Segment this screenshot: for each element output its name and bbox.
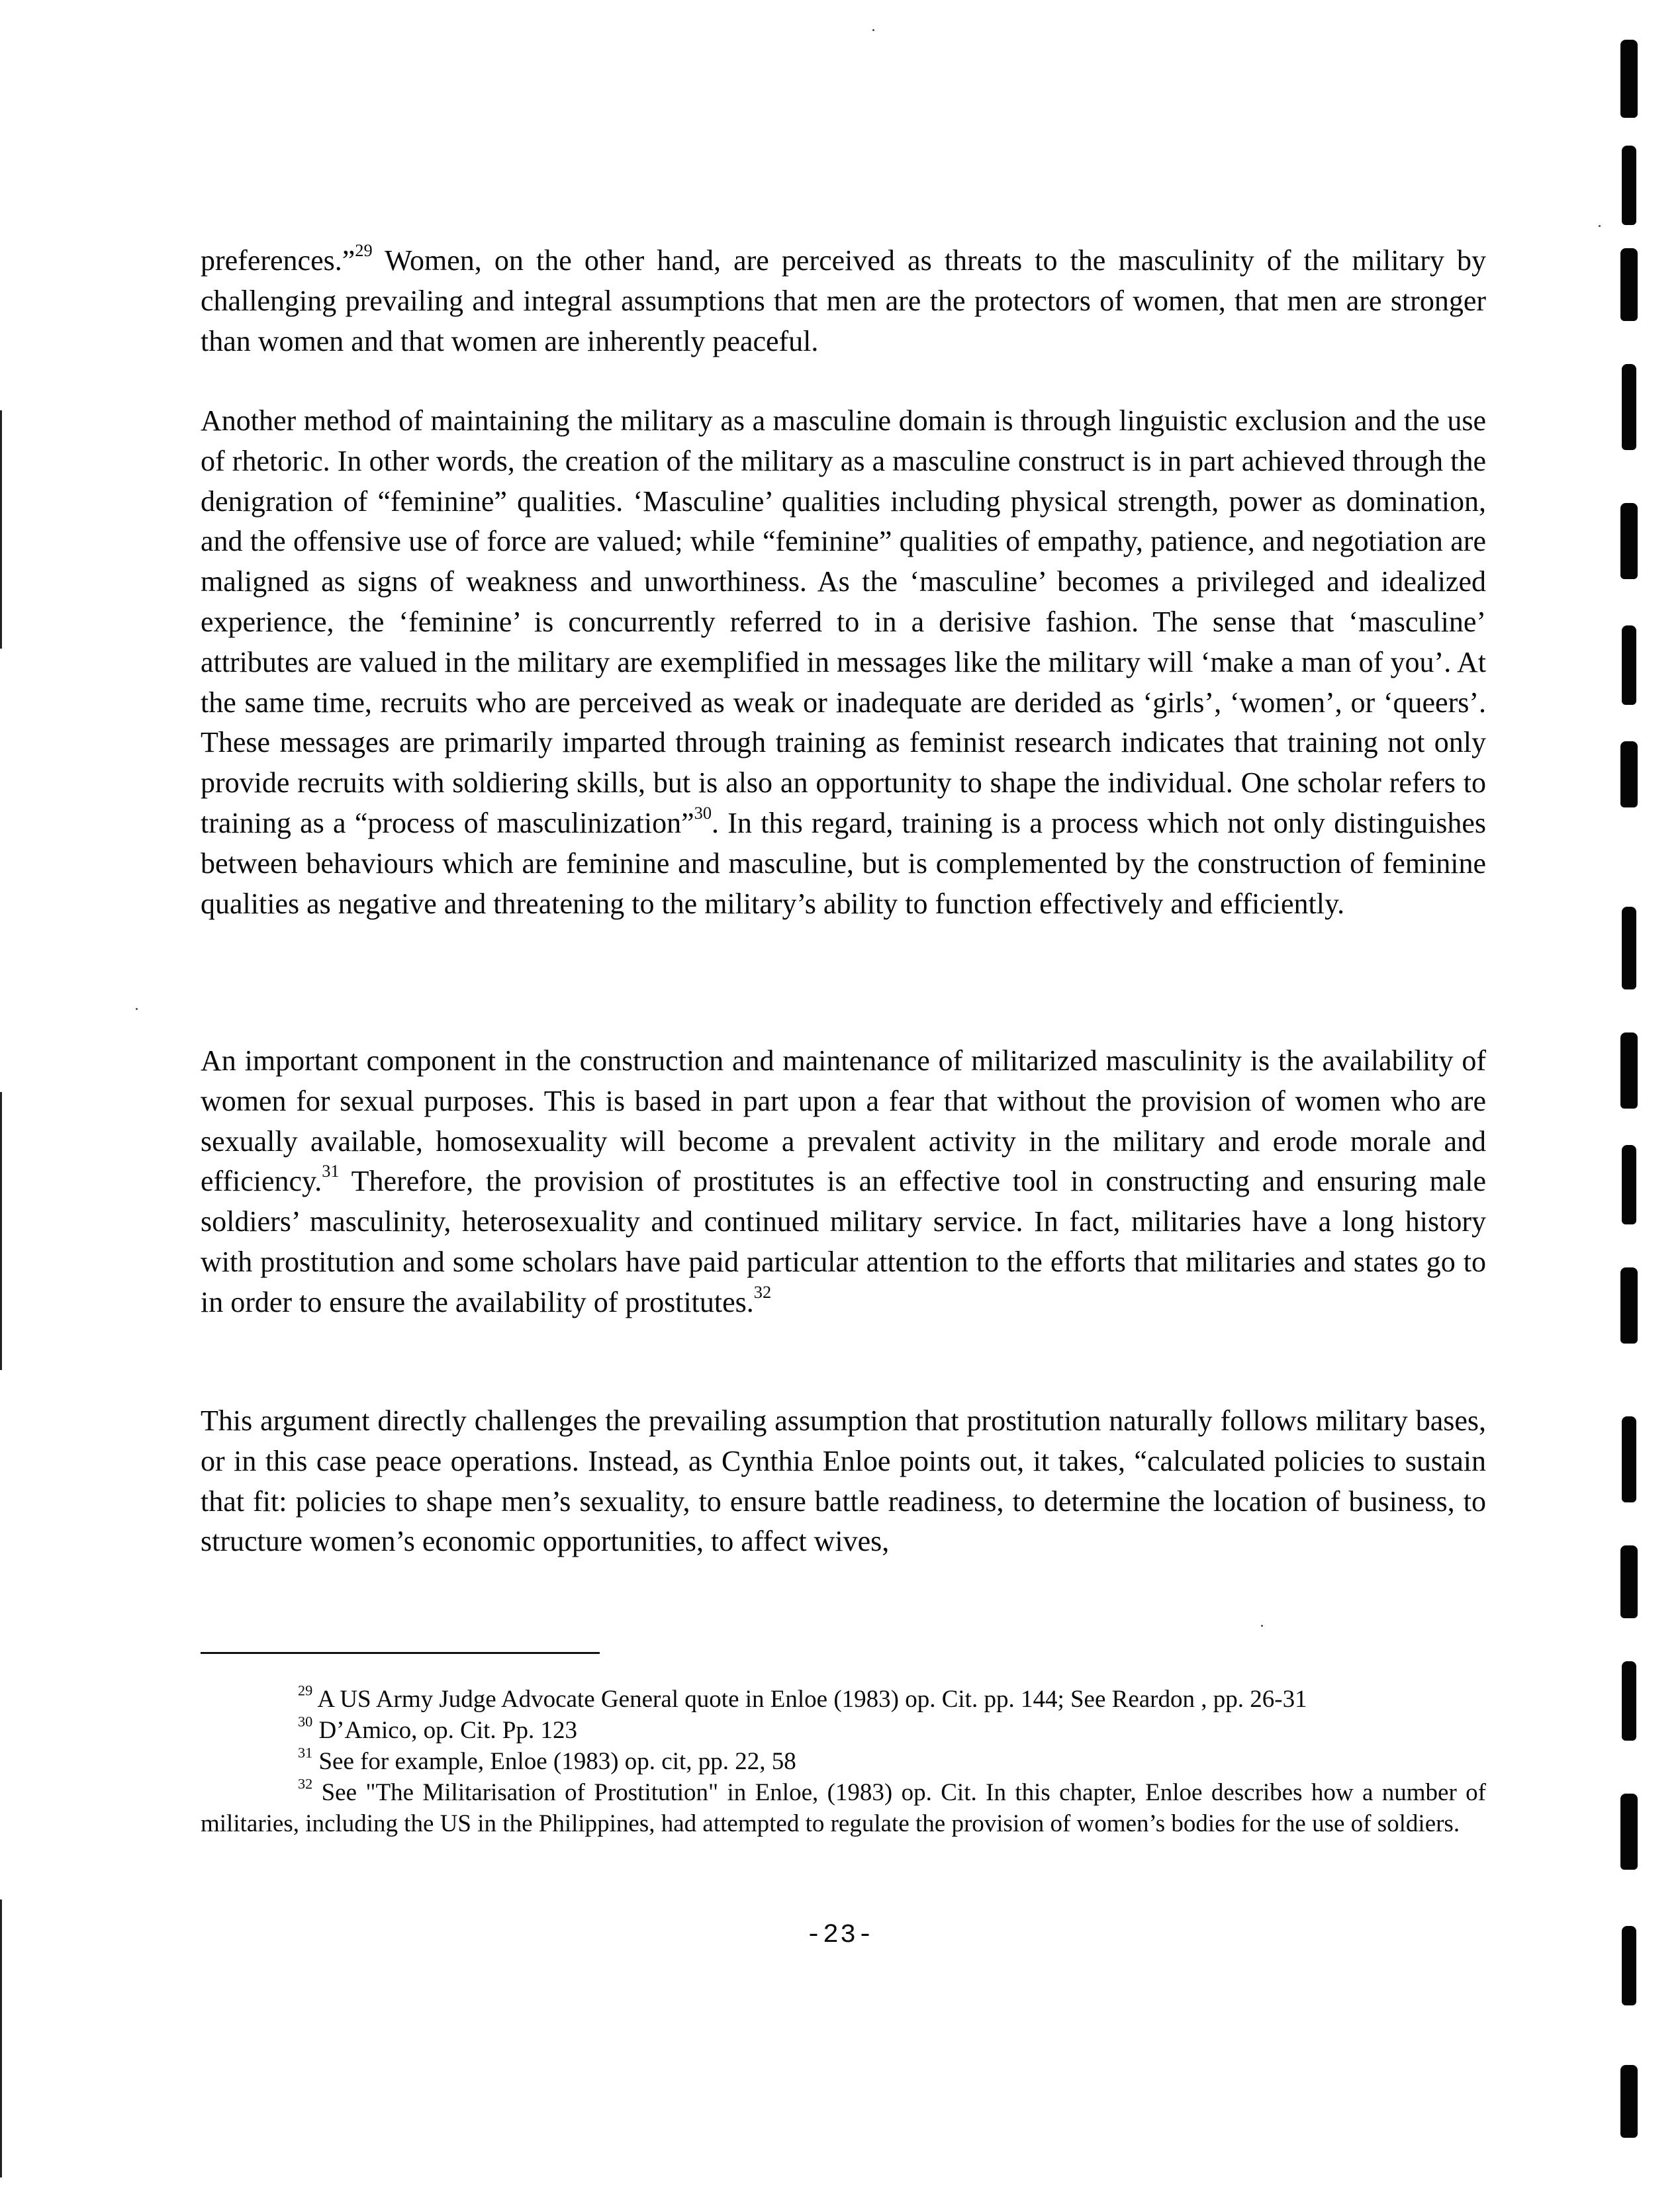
binding-mark bbox=[1620, 503, 1638, 579]
footnotes-section bbox=[201, 1684, 1486, 1839]
binding-mark bbox=[1622, 1145, 1636, 1224]
binding-mark bbox=[1620, 741, 1638, 807]
paragraph-text: Women, on the other hand, are perceived as threats to the masculinity of the military by challenging prevailing and integral assumptions that men are the protectors of women, that men are stronger than women and that women are inherently peaceful. bbox=[201, 244, 1486, 357]
body-paragraph-2 bbox=[201, 401, 1486, 924]
left-edge-artifact bbox=[0, 1092, 2, 1370]
page-number: -23- bbox=[805, 1921, 874, 1950]
footnote-text: See for example, Enloe (1983) op. cit, pp. 22, 58 bbox=[312, 1748, 796, 1775]
scan-speck bbox=[1599, 225, 1601, 227]
footnote-reference: 32 bbox=[753, 1281, 772, 1302]
paragraph-text: Another method of maintaining the military as a masculine domain is through linguistic exclusion and the use of rhetoric. In other words, the creation of the military as a masculine construct is in part achieved through the denigration of “feminine” qualities. ‘Masculine’ qualities including physical strength, power as domination, and the offensive use of force are valued; while “feminine” qualities of empathy, patience, and negotiation are maligned as signs of weakness and unworthiness. As the ‘masculine’ becomes a privileged and idealized experience, the ‘feminine’ is concurrently referred to in a derisive fashion. The sense that ‘masculine’ attributes are valued in the military are exemplified in messages like the military will ‘make a man of you’. At the same time, recruits who are perceived as weak or inadequate are derided as ‘girls’, ‘women’, or ‘queers’. These messages are primarily imparted through training as feminist research indicates that training not only provide recruits with soldiering skills, but is also an opportunity to shape the individual. One scholar refers to training as a “process of masculinization” bbox=[201, 404, 1486, 839]
paragraph-text: preferences.” bbox=[201, 244, 355, 277]
binding-marks bbox=[1611, 26, 1664, 2184]
footnote-30 bbox=[201, 1715, 1486, 1746]
binding-mark bbox=[1620, 1545, 1638, 1618]
footnote-text: See "The Militarisation of Prostitution" in Enloe, (1983) op. Cit. In this chapter, Enloe describes how a number of militaries, including the US in the Philippines, had attempted to regulate the provision of women’s bodies for the use of soldiers. bbox=[201, 1779, 1486, 1837]
footnote-32 bbox=[201, 1777, 1486, 1839]
footnote-reference: 29 bbox=[355, 240, 373, 260]
scan-speck bbox=[1261, 1625, 1263, 1627]
binding-mark bbox=[1622, 907, 1636, 989]
left-edge-artifact bbox=[0, 1900, 2, 2177]
binding-mark bbox=[1622, 1661, 1636, 1741]
binding-mark bbox=[1620, 1267, 1638, 1344]
binding-mark bbox=[1620, 248, 1638, 321]
binding-mark bbox=[1622, 1416, 1636, 1502]
footnote-number: 29 bbox=[298, 1682, 313, 1699]
body-paragraph-4 bbox=[201, 1401, 1486, 1562]
footnote-reference: 30 bbox=[694, 802, 712, 823]
paragraph-text: This argument directly challenges the prevailing assumption that prostitution naturally follows military bases, or in this case peace operations. Instead, as Cynthia Enloe points out, it takes, “calculated policies to sustain that fit: policies to shape men’s sexuality, to ensure battle readiness, to determine the location of business, to structure women’s economic opportunities, to affect wives, bbox=[201, 1404, 1486, 1558]
footnote-separator bbox=[201, 1652, 600, 1654]
scan-speck bbox=[136, 1008, 138, 1010]
paragraph-text: . In this regard, training is a process which not only distinguishes between behaviours which are feminine and masculine, but is complemented by the construction of feminine qualities as negative and threatening to the military’s ability to function effectively and efficiently. bbox=[201, 806, 1486, 920]
binding-mark bbox=[1620, 2065, 1638, 2138]
body-paragraph-3 bbox=[201, 1041, 1486, 1323]
footnote-number: 30 bbox=[298, 1713, 313, 1730]
paragraph-text: An important component in the construction and maintenance of militarized masculinity is the availability of women for sexual purposes. This is based in part upon a fear that without the provision of women who are sexually available, homosexuality will become a prevalent activity in the military and erode morale and efficiency. bbox=[201, 1044, 1486, 1198]
footnote-text: A US Army Judge Advocate General quote in Enloe (1983) op. Cit. pp. 144; See Reardon , pp. 26-31 bbox=[312, 1686, 1307, 1713]
binding-mark bbox=[1622, 1926, 1636, 2005]
binding-mark bbox=[1620, 40, 1638, 118]
left-edge-artifact bbox=[0, 410, 2, 649]
binding-mark bbox=[1622, 625, 1636, 705]
paragraph-text: Therefore, the provision of prostitutes is an effective tool in constructing and ensuring male soldiers’ masculinity, heterosexuality and continued military service. In fact, militaries have a long history with prostitution and some scholars have paid particular attention to the efforts that militaries and states go to in order to ensure the availability of prostitutes. bbox=[201, 1165, 1486, 1318]
binding-mark bbox=[1620, 1032, 1638, 1109]
footnote-number: 31 bbox=[298, 1744, 313, 1761]
footnote-text: D’Amico, op. Cit. Pp. 123 bbox=[312, 1717, 577, 1744]
footnote-reference: 31 bbox=[322, 1161, 340, 1181]
binding-mark bbox=[1620, 1794, 1638, 1870]
scan-speck bbox=[872, 29, 874, 31]
body-paragraph-1 bbox=[201, 241, 1486, 361]
footnote-31 bbox=[201, 1746, 1486, 1777]
binding-mark bbox=[1622, 146, 1636, 225]
binding-mark bbox=[1622, 364, 1636, 450]
footnote-number: 32 bbox=[298, 1775, 313, 1792]
footnote-29 bbox=[201, 1684, 1486, 1715]
